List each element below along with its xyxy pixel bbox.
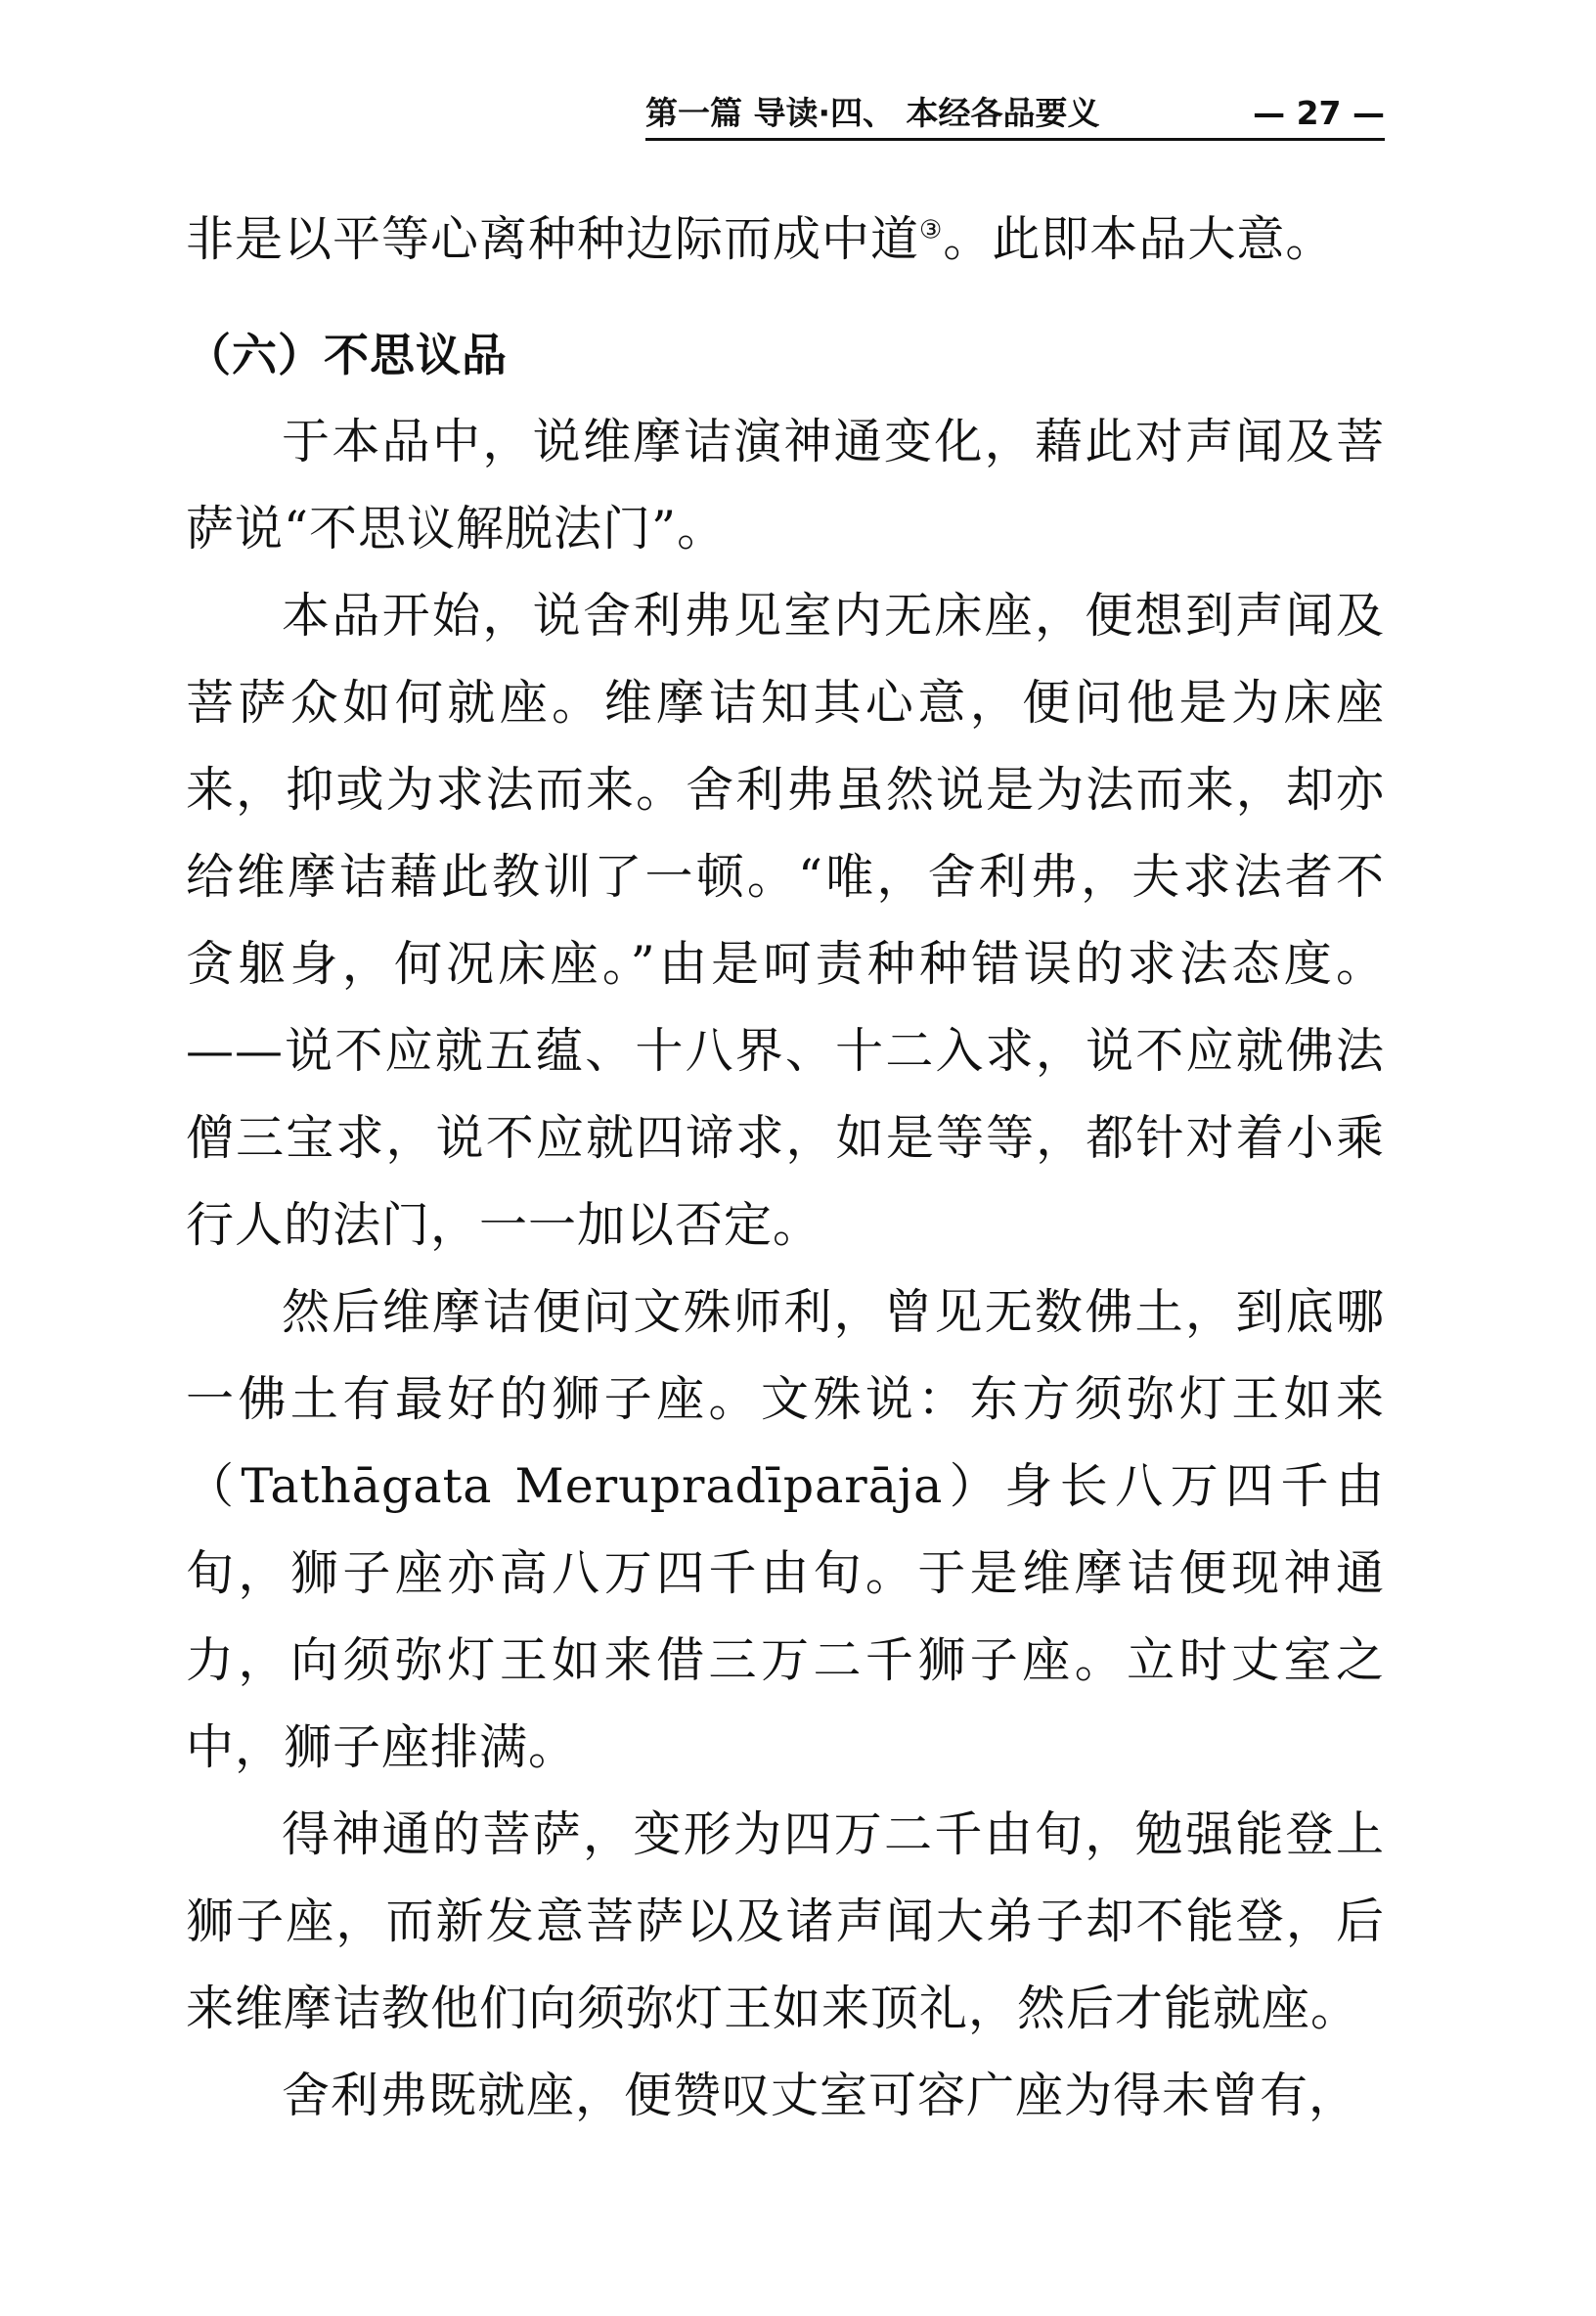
body-text <box>186 196 1385 2139</box>
footnote-marker: ③ <box>919 215 944 245</box>
running-header <box>645 90 1385 137</box>
paragraph-5: 舍利弗既就座，便赞叹丈室可容广座为得未曾有， <box>282 2068 1358 2123</box>
paragraph-1: 于本品中，说维摩诘演神通变化，藉此对声闻及菩萨说“不思议解脱法门”。 <box>186 414 1385 557</box>
section-heading: （六）不思议品 <box>186 329 508 381</box>
paragraph-tail: 。此即本品大意。 <box>943 211 1335 267</box>
header-title: 第一篇 导读·四、 本经各品要义 <box>645 94 1100 132</box>
paragraph-text: 非是以平等心离种种边际而成中道 <box>186 211 920 267</box>
paragraph-2: 本品开始，说舍利弗见室内无床座，便想到声闻及菩萨众如何就座。维摩诘知其心意，便问他是为床座来，抑或为求法而来。舍利弗虽然说是为法而来，却亦给维摩诘藉此教训了一顿。“唯，舍利弗，夫求法者不贪躯身，何况床座。”由是呵责种种错误的求法态度。——说不应就五蕴、十八界、十二入求，说不应就佛法僧三宝求，说不应就四谛求，如是等等，都针对着小乘行人的法门，一一加以否定。 <box>186 588 1385 1253</box>
paragraph-4: 得神通的菩萨，变形为四万二千由旬，勉强能登上狮子座，而新发意菩萨以及诸声闻大弟子却不能登，后来维摩诘教他们向须弥灯王如来顶礼，然后才能就座。 <box>186 1806 1385 2036</box>
header-rule <box>645 138 1385 141</box>
paragraph-3: 然后维摩诘便问文殊师利，曾见无数佛土，到底哪一佛土有最好的狮子座。文殊说：东方须弥灯王如来（Tathāgata Merupradīparāja）身长八万四千由旬，狮子座亦高八万四千由旬。于是维摩诘便现神通力，向须弥灯王如来借三万二千狮子座。立时丈室之中，狮子座排满。 <box>186 1284 1385 1775</box>
paragraph-continued <box>186 196 1385 283</box>
page-number: — 27 — <box>1253 94 1385 132</box>
